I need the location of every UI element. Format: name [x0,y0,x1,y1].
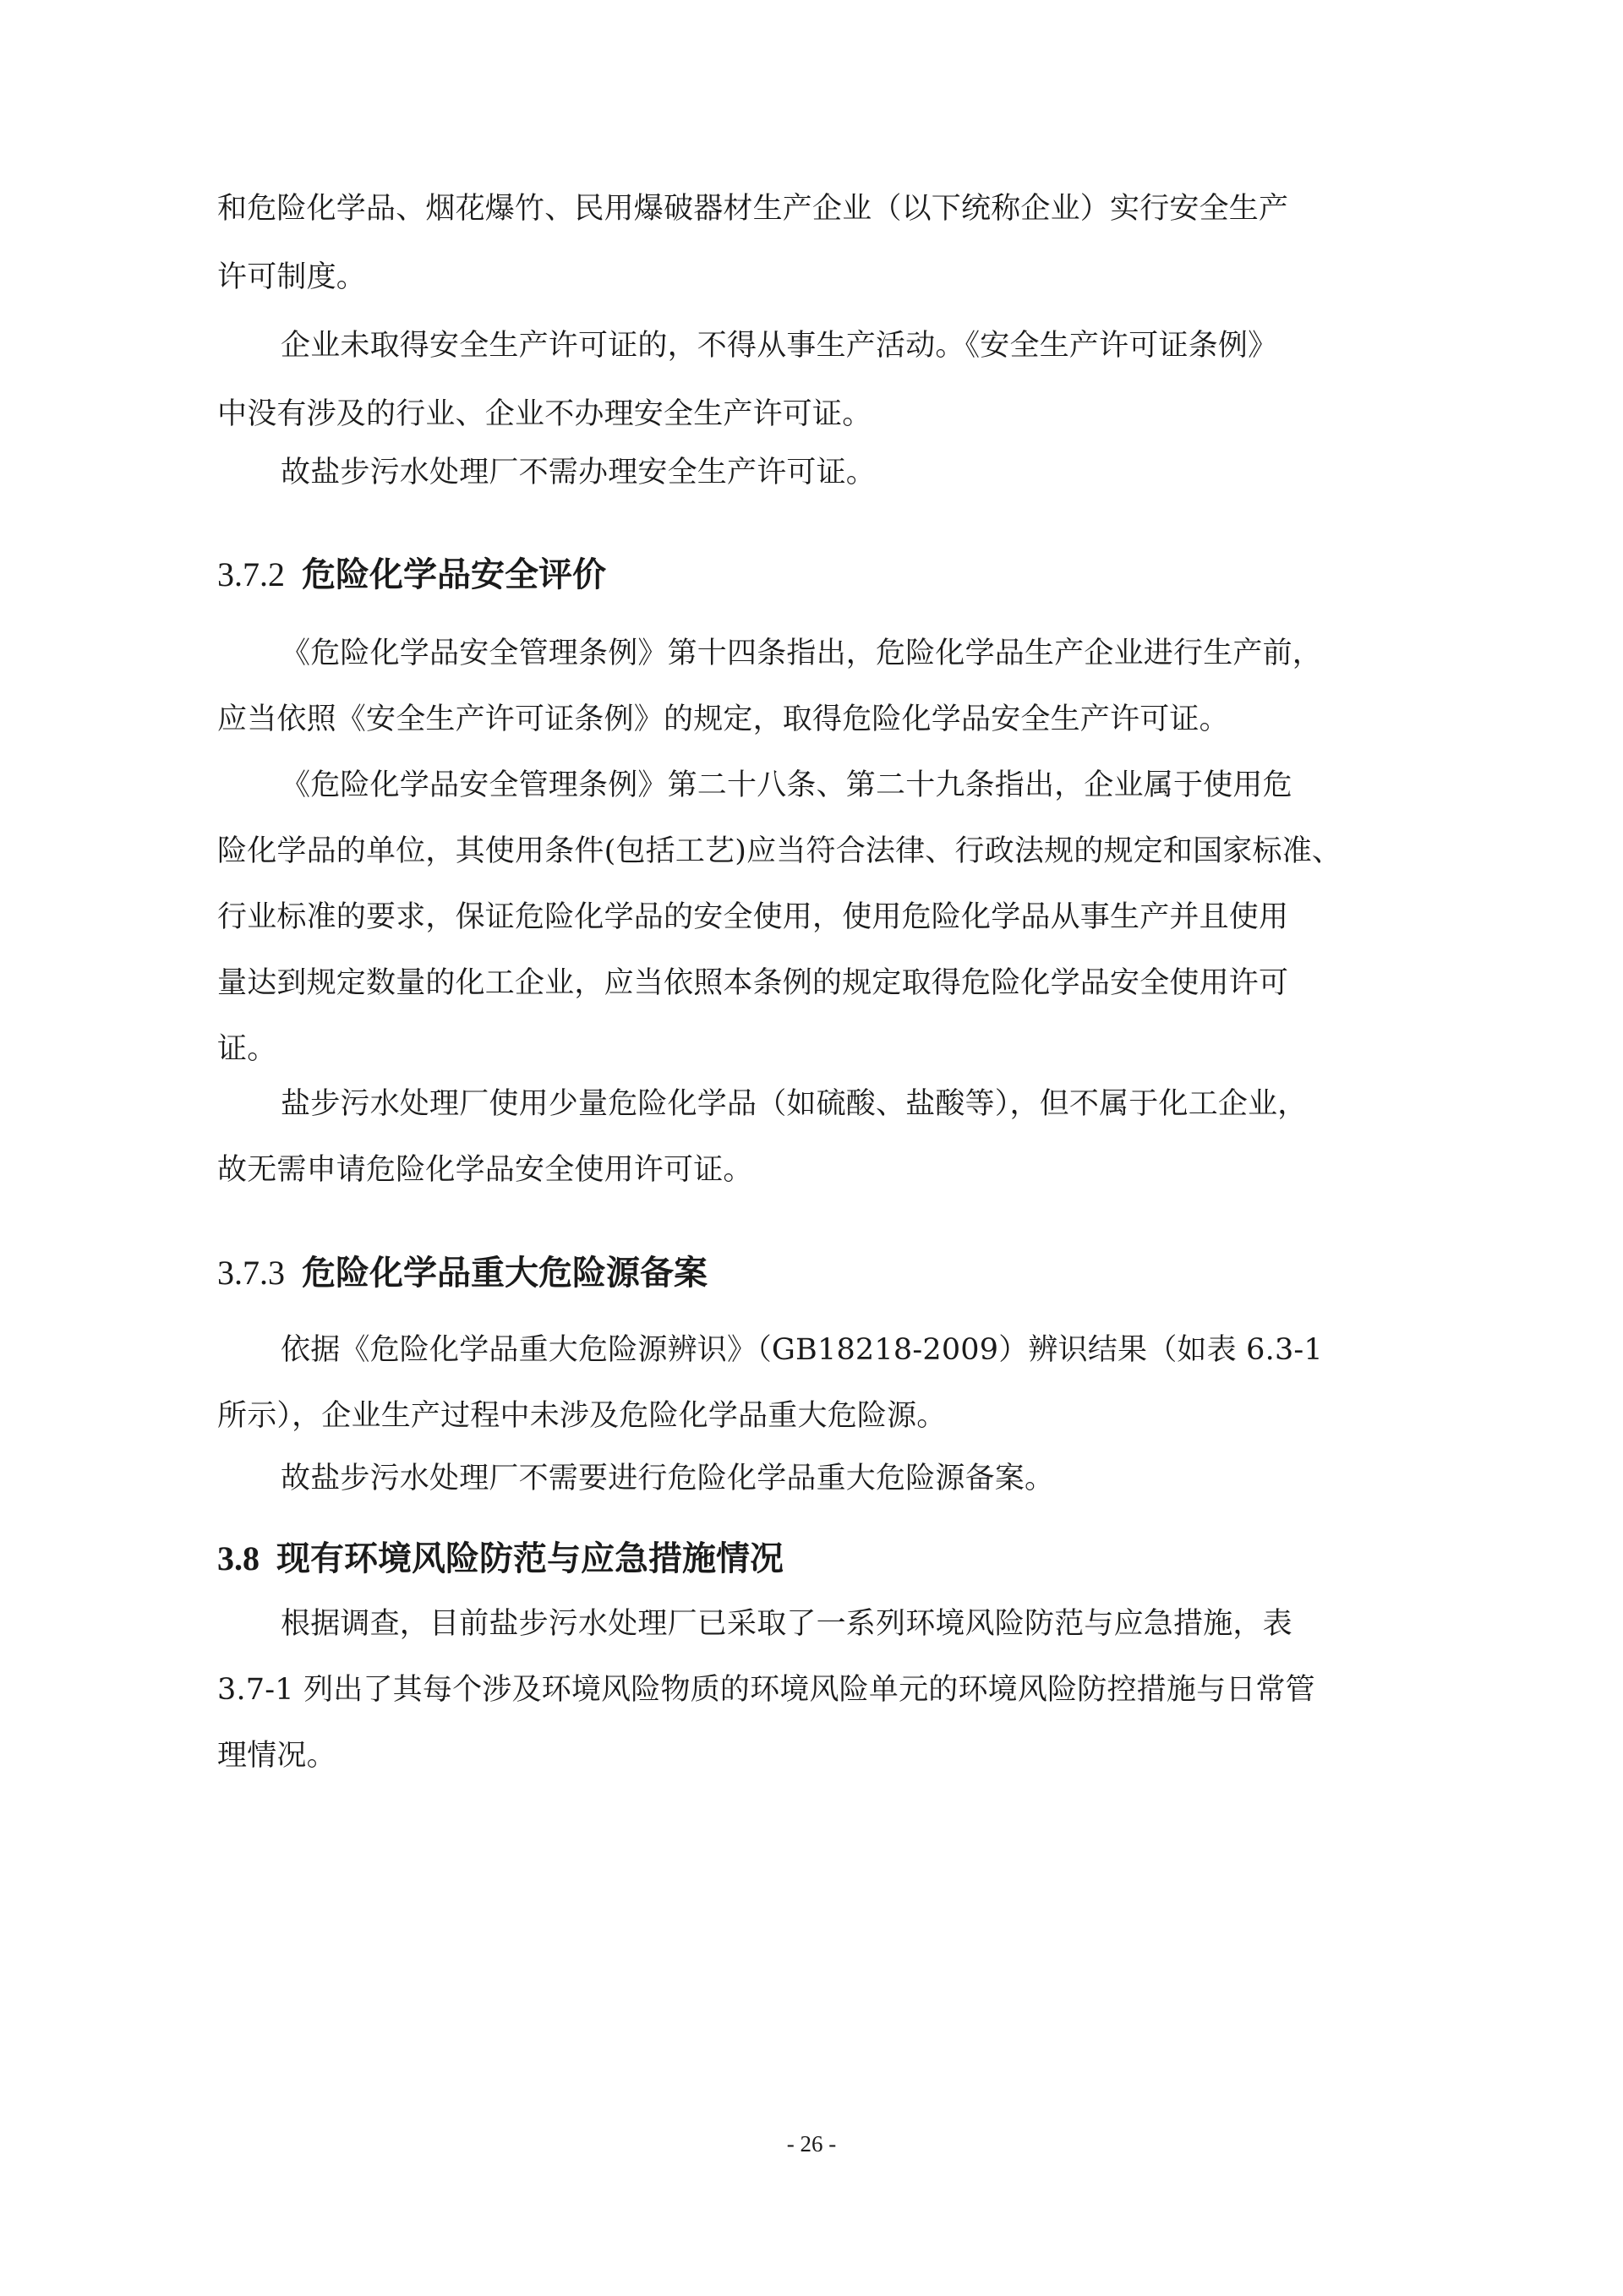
intro-line-5: 故盐步污水处理厂不需办理安全生产许可证。 [281,456,877,489]
section-title: 危险化学品安全评价 [302,555,606,594]
paragraph-line: 3.7-1 列出了其每个涉及环境风险物质的环境风险单元的环境风险防控措施与日常管 [217,1673,1315,1707]
paragraph-line: 所示），企业生产过程中未涉及危险化学品重大危险源。 [217,1399,947,1433]
section-heading-3-7-3 [217,1249,708,1297]
section-number: 3.7.3 [217,1254,285,1292]
paragraph-line: 证。 [217,1032,277,1066]
intro-line-4: 中没有涉及的行业、企业不办理安全生产许可证。 [217,397,872,431]
intro-line-2: 许可制度。 [217,260,367,294]
paragraph-line: 依据《危险化学品重大危险源辨识》（GB18218-2009）辨识结果（如表 6.3-1 [281,1333,1323,1367]
paragraph-line: 《危险化学品安全管理条例》第二十八条、第二十九条指出，企业属于使用危 [281,768,1292,802]
paragraph-line: 根据调查，目前盐步污水处理厂已采取了一系列环境风险防范与应急措施，表 [281,1607,1292,1641]
paragraph-line: 理情况。 [217,1739,336,1773]
intro-line-3: 企业未取得安全生产许可证的，不得从事生产活动。《安全生产许可证条例》 [281,329,1278,363]
section-heading-3-8 [217,1535,784,1583]
paragraph-line: 量达到规定数量的化工企业，应当依照本条例的规定取得危险化学品安全使用许可 [217,966,1289,1000]
paragraph-line: 故无需申请危险化学品安全使用许可证。 [217,1153,753,1187]
paragraph-line: 行业标准的要求，保证危险化学品的安全使用，使用危险化学品从事生产并且使用 [217,900,1289,934]
section-title: 现有环境风险防范与应急措施情况 [276,1539,784,1578]
paragraph-line: 《危险化学品安全管理条例》第十四条指出，危险化学品生产企业进行生产前， [281,637,1323,670]
paragraph-line: 盐步污水处理厂使用少量危险化学品（如硫酸、盐酸等），但不属于化工企业， [281,1087,1308,1121]
section-number: 3.7.2 [217,555,285,593]
section-title: 危险化学品重大危险源备案 [302,1253,708,1293]
section-heading-3-7-2 [217,551,606,599]
paragraph-line: 险化学品的单位，其使用条件(包括工艺)应当符合法律、行政法规的规定和国家标准、 [217,834,1342,868]
intro-line-1: 和危险化学品、烟花爆竹、民用爆破器材生产企业（以下统称企业）实行安全生产 [217,192,1289,226]
section-number: 3.8 [217,1539,260,1577]
page-number: - 26 - [786,2131,837,2157]
paragraph-line: 应当依照《安全生产许可证条例》的规定，取得危险化学品安全生产许可证。 [217,702,1229,736]
paragraph-line: 故盐步污水处理厂不需要进行危险化学品重大危险源备案。 [281,1462,1055,1495]
